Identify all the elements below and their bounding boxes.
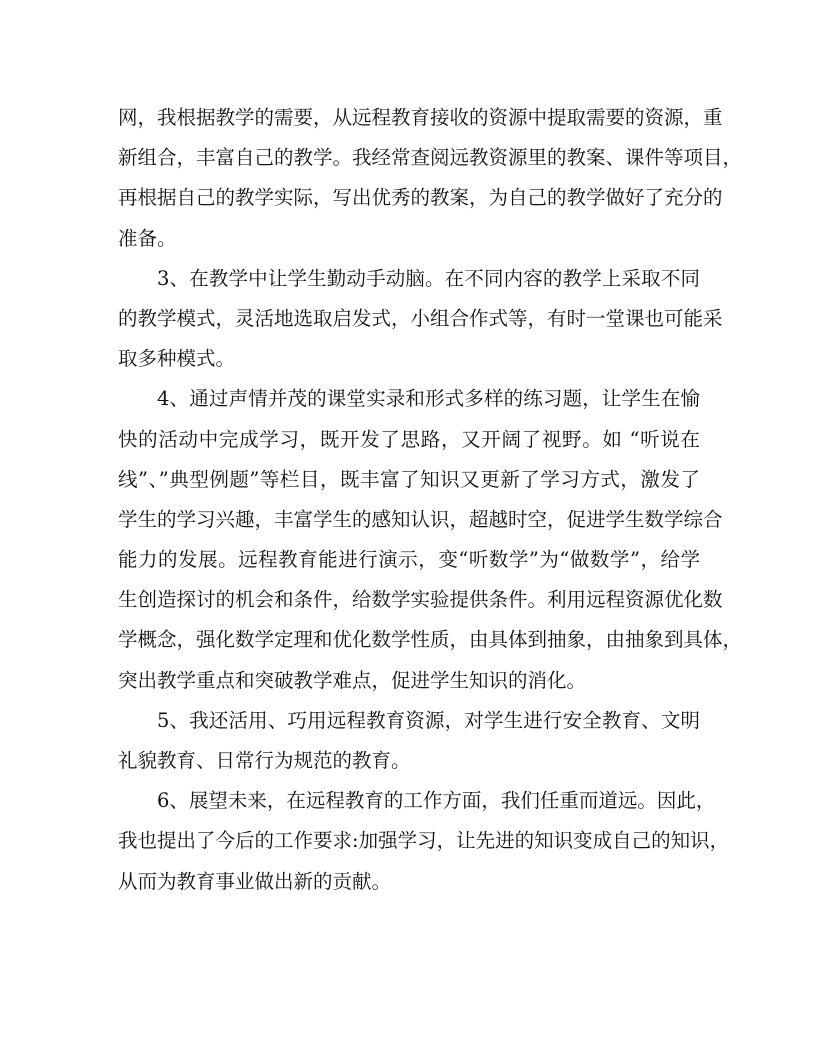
paragraph-3 [118, 379, 743, 701]
text-line: 学概念，强化数学定理和优化数学性质，由具体到抽象，由抽象到具体， [118, 628, 743, 652]
paragraph-5 [118, 781, 730, 902]
text-line: 网，我根据教学的需要，从远程教育接收的资源中提取需要的资源，重 [118, 106, 723, 129]
text-line: 5、我还活用、巧用远程教育资源，对学生进行安全教育、文明 [157, 708, 700, 732]
text-line: 3、在教学中让学生勤动手动脑。在不同内容的教学上采取不同 [157, 266, 700, 290]
text-line: 我也提出了今后的工作要求:加强学习，让先进的知识变成自己的知识， [118, 829, 730, 853]
document-body [118, 98, 743, 902]
text-line: 从而为教育事业做出新的贡献。 [118, 869, 392, 893]
paragraph-1 [118, 98, 743, 259]
text-line: 学生的学习兴趣，丰富学生的感知认识，超越时空，促进学生数学综合 [118, 507, 723, 531]
text-line: 新组合，丰富自己的教学。我经常查阅远教资源里的教案、课件等项目， [118, 146, 743, 170]
text-line: 6、展望未来，在远程教育的工作方面，我们任重而道远。因此， [157, 789, 716, 813]
text-line: 生创造探讨的机会和条件，给数学实验提供条件。利用远程资源优化数 [118, 588, 723, 612]
text-line: 礼貌教育、日常行为规范的教育。 [118, 749, 411, 772]
text-line: 能力的发展。远程教育能进行演示，变“听数学”为“做数学”，给学 [118, 548, 700, 572]
paragraph-2 [118, 259, 723, 380]
text-line: 再根据自己的教学实际，写出优秀的教案，为自己的教学做好了充分的 [118, 186, 723, 210]
text-line: 快的活动中完成学习，既开发了思路，又开阔了视野。如 “听说在 [118, 427, 700, 451]
paragraph-4 [118, 701, 700, 781]
text-line: 取多种模式。 [118, 347, 236, 371]
text-line: 准备。 [118, 226, 177, 250]
text-line: 突出教学重点和突破教学难点，促进学生知识的消化。 [118, 668, 587, 692]
text-line: 4、通过声情并茂的课堂实录和形式多样的练习题，让学生在愉 [157, 387, 700, 411]
text-line: 的教学模式，灵活地选取启发式，小组合作式等，有时一堂课也可能采 [118, 306, 723, 330]
text-line: 线”、”典型例题”等栏目，既丰富了知识又更新了学习方式，激发了 [118, 467, 700, 491]
